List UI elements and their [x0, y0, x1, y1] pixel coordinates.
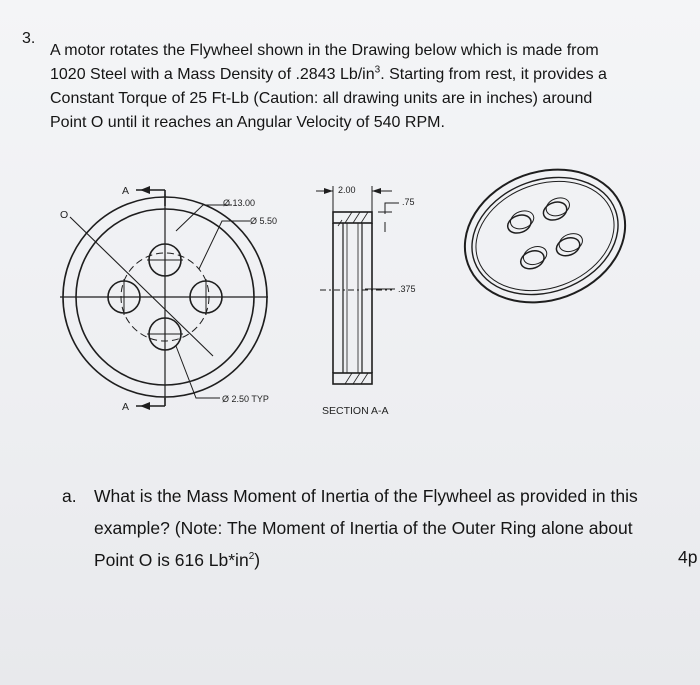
question-text-line-3: Constant Torque of 25 Ft-Lb (Caution: all drawing units are in inches) around — [50, 90, 593, 107]
exponent-3: 3 — [374, 64, 381, 76]
question-text-line-4: Point O until it reaches an Angular Velocity of 540 RPM. — [50, 114, 445, 131]
question-text-line-2-tail: . Starting from rest, it provides a — [380, 66, 607, 83]
dimension-bolt-circle: Ø 5.50 — [250, 216, 278, 226]
dimension-outer-diameter: Ø 13.00 — [223, 198, 256, 208]
flywheel-isometric — [446, 148, 644, 324]
part-a-line-2: example? (Note: The Moment of Inertia of the Outer Ring alone about — [94, 518, 633, 538]
part-a-line-1: What is the Mass Moment of Inertia of the Flywheel as provided in this — [94, 486, 638, 506]
exponent-2: 2 — [248, 551, 255, 563]
point-o-label: O — [60, 209, 69, 221]
part-a-label: a. — [62, 486, 77, 506]
dimension-hole-diameter: Ø 2.50 TYP — [222, 394, 269, 404]
dimension-width: 2.00 — [338, 185, 356, 195]
section-arrow-label-bottom: A — [122, 401, 130, 413]
part-a-line-3 — [94, 550, 260, 571]
section-label: SECTION A-A — [322, 405, 389, 417]
dimension-web: .375 — [398, 284, 416, 294]
section-arrow-label-top: A — [122, 185, 130, 197]
dimension-rim: .75 — [402, 197, 415, 207]
question-text-line-1: A motor rotates the Flywheel shown in the Drawing below which is made from — [50, 42, 599, 59]
question-number: 3. — [22, 30, 36, 47]
part-a-line-3-tail: ) — [254, 550, 261, 570]
part-a-line-3-main: Point O is 616 Lb*in — [94, 550, 249, 570]
question-text-line-2-main: 1020 Steel with a Mass Density of .2843 Lb/in — [50, 66, 375, 83]
corner-text: 4p — [678, 547, 698, 567]
